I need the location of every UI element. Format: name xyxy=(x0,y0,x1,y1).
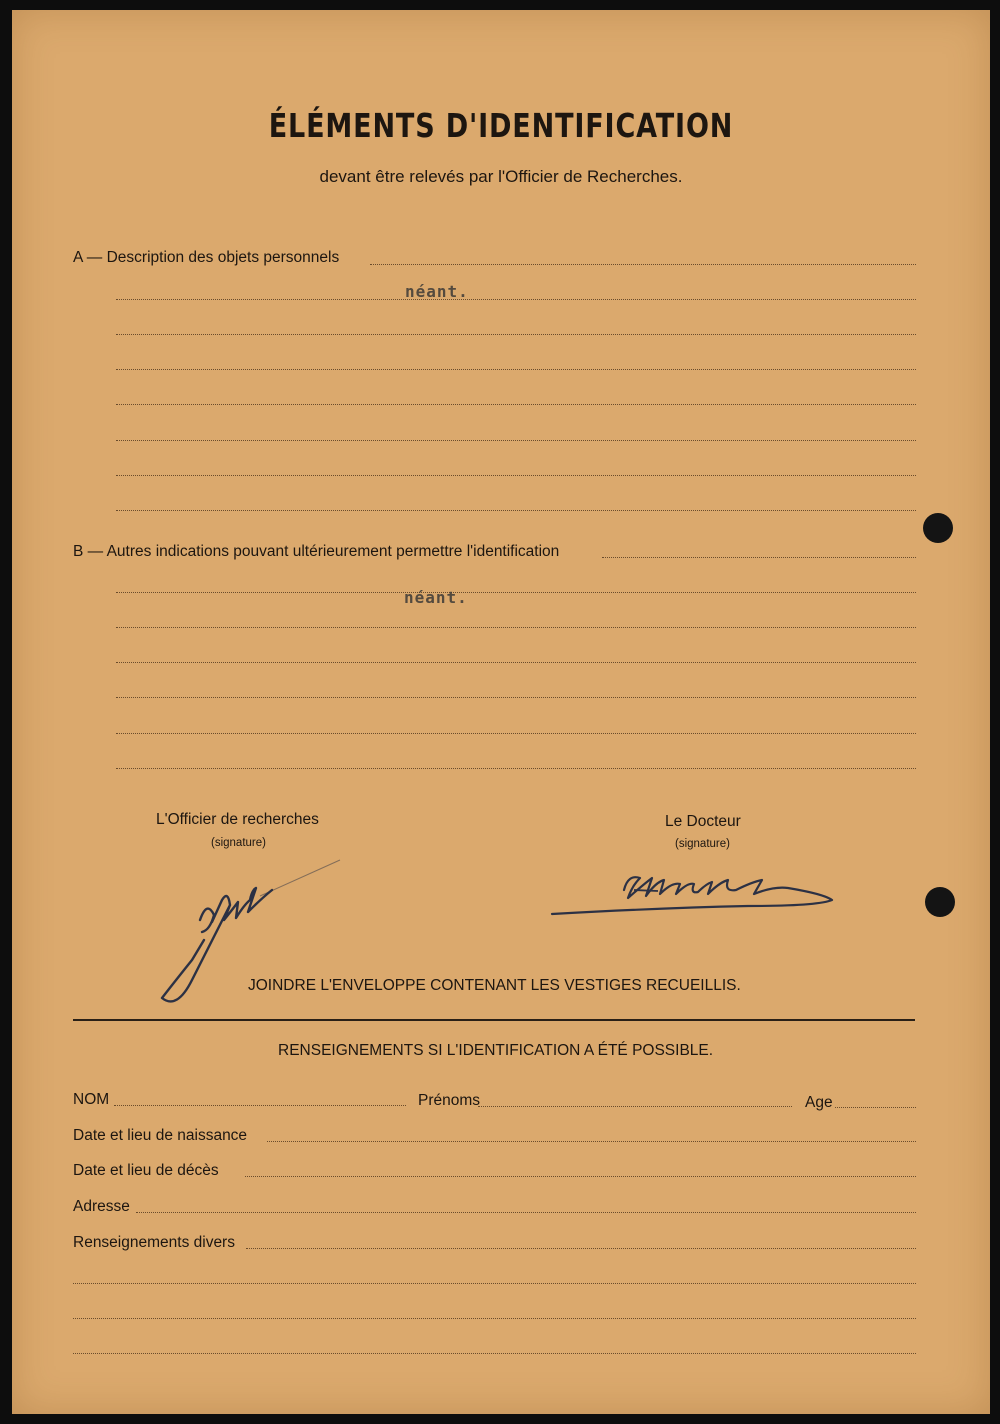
section-b-line-6 xyxy=(116,733,916,734)
section-a-typed-value: néant. xyxy=(405,282,469,301)
form-title: ÉLÉMENTS D'IDENTIFICATION xyxy=(268,106,734,145)
section-b-line-2 xyxy=(116,592,916,593)
section-b-line-7 xyxy=(116,768,916,769)
form-subtitle: devant être relevés par l'Officier de Recherches. xyxy=(319,167,683,186)
age-field xyxy=(835,1107,916,1108)
doctor-signature xyxy=(548,860,848,925)
section-a-line-3 xyxy=(116,334,916,335)
section-a-line-5 xyxy=(116,404,916,405)
section-b-label: B — Autres indications pouvant ultérieurement permettre l'identification xyxy=(73,543,560,560)
naissance-field xyxy=(267,1141,916,1142)
section-a-line-1 xyxy=(370,264,916,265)
section-a-line-2 xyxy=(116,299,916,300)
doctor-sub-label: (signature) xyxy=(675,838,730,850)
deces-field xyxy=(245,1176,916,1177)
form-page xyxy=(12,10,990,1414)
renseignements-heading: RENSEIGNEMENTS SI L'IDENTIFICATION A ÉTÉ POSSIBLE. xyxy=(278,1042,714,1059)
adresse-field xyxy=(136,1212,916,1213)
naissance-label: Date et lieu de naissance xyxy=(73,1127,248,1144)
nom-label: NOM xyxy=(73,1091,110,1108)
prenoms-field xyxy=(478,1106,792,1107)
prenoms-label: Prénoms xyxy=(418,1092,481,1109)
officer-label: L'Officier de recherches xyxy=(156,811,319,828)
section-b-line-3 xyxy=(116,627,916,628)
punch-hole-top xyxy=(923,513,953,543)
deces-label: Date et lieu de décès xyxy=(73,1162,219,1179)
section-a-line-7 xyxy=(116,475,916,476)
adresse-label: Adresse xyxy=(73,1198,130,1215)
divers-field-2 xyxy=(73,1283,916,1284)
age-label: Age xyxy=(805,1094,833,1111)
nom-field xyxy=(114,1105,406,1106)
instruction-text: JOINDRE L'ENVELOPPE CONTENANT LES VESTIGES RECUEILLIS. xyxy=(248,977,741,994)
officer-sub-label: (signature) xyxy=(211,837,266,849)
section-a-line-4 xyxy=(116,369,916,370)
divers-field-3 xyxy=(73,1318,916,1319)
section-b-line-5 xyxy=(116,697,916,698)
divers-label: Renseignements divers xyxy=(73,1234,235,1251)
divers-field-4 xyxy=(73,1353,916,1354)
section-b-line-1 xyxy=(602,557,916,558)
section-divider xyxy=(73,1019,915,1021)
doctor-label: Le Docteur xyxy=(665,813,741,830)
section-b-line-4 xyxy=(116,662,916,663)
punch-hole-bottom xyxy=(925,887,955,917)
section-b-typed-value: néant. xyxy=(404,588,468,607)
section-a-line-6 xyxy=(116,440,916,441)
section-a-label: A — Description des objets personnels xyxy=(73,249,340,266)
divers-field-1 xyxy=(246,1248,916,1249)
section-a-line-8 xyxy=(116,510,916,511)
